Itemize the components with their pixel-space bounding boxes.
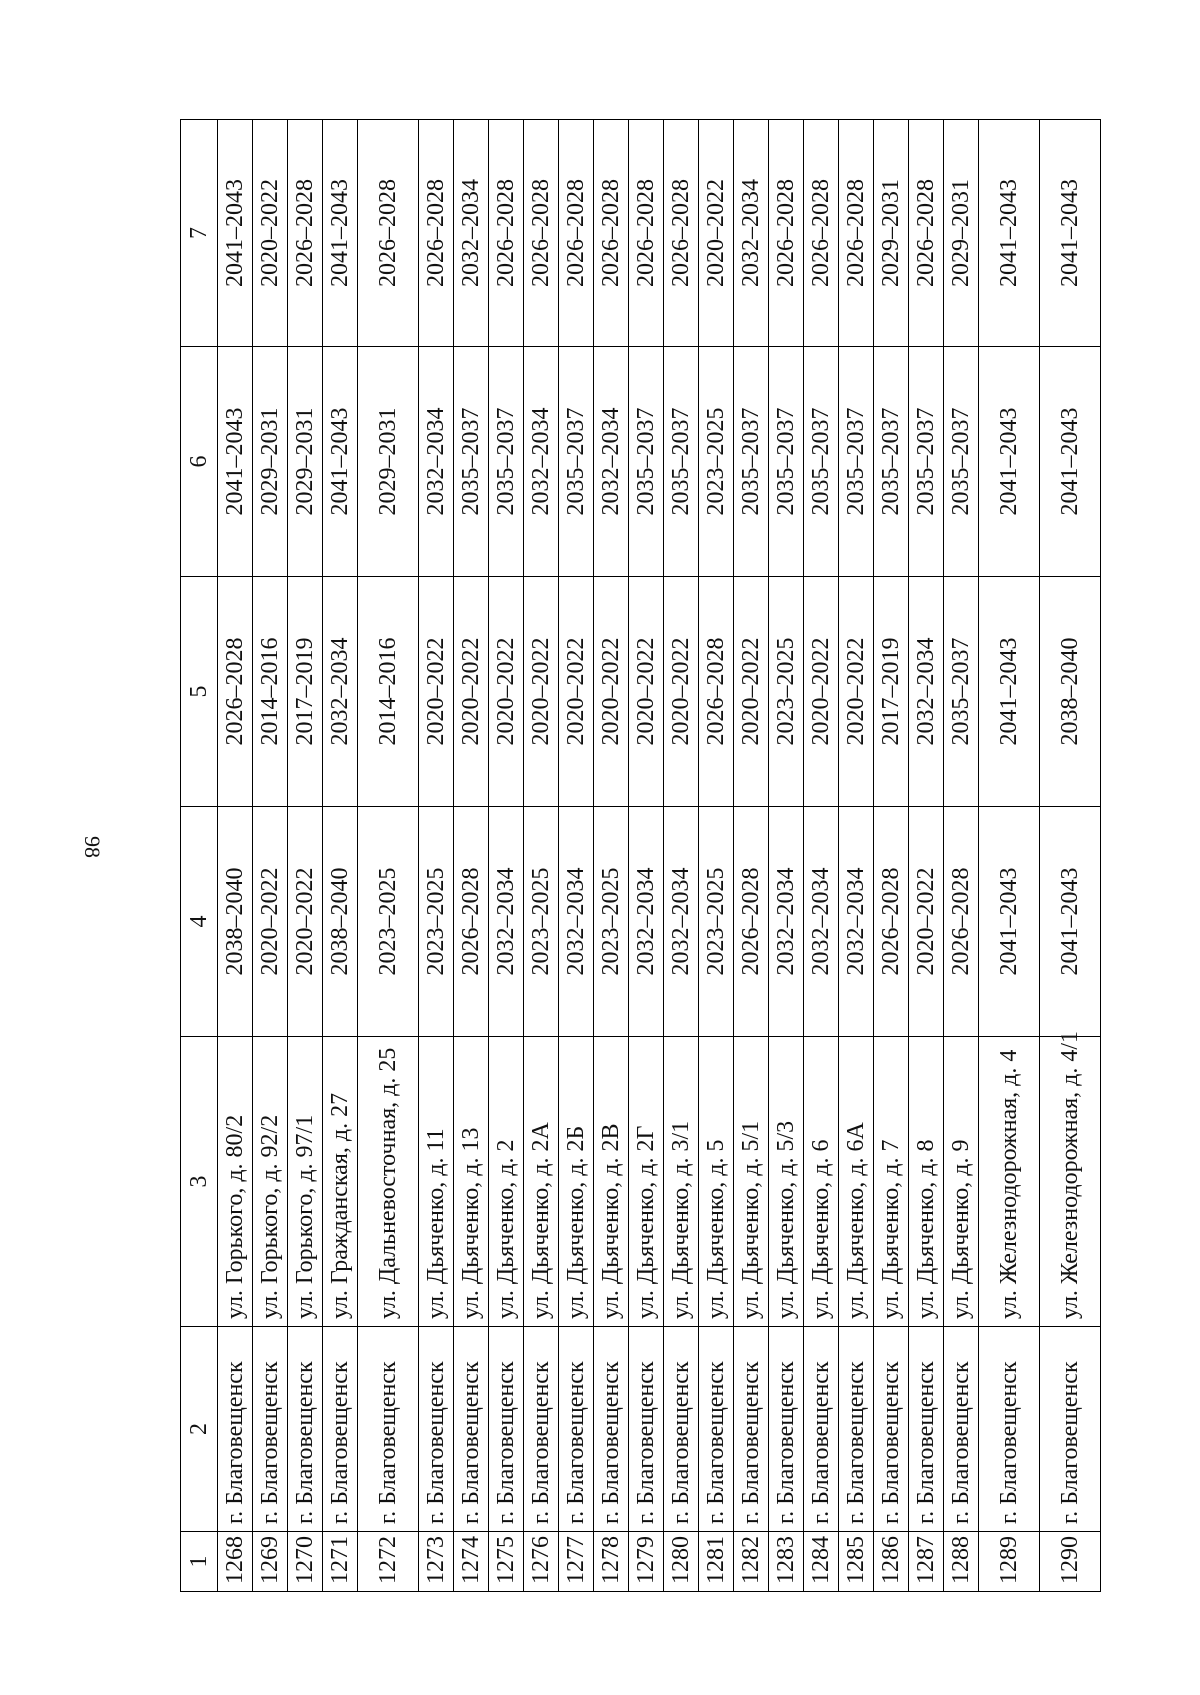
- cell-c5: 2020–2022: [419, 577, 454, 807]
- cell-address: ул. Дьяченко, д. 8: [909, 1037, 944, 1327]
- table-row: [323, 120, 358, 1592]
- cell-address: ул. Дьяченко, д. 3/1: [664, 1037, 699, 1327]
- cell-c4: 2023–2025: [419, 807, 454, 1037]
- cell-c4: 2020–2022: [909, 807, 944, 1037]
- cell-c7: 2041–2043: [218, 120, 253, 347]
- cell-number: 1268: [218, 1532, 253, 1592]
- cell-address: ул. Дьяченко, д. 9: [944, 1037, 979, 1327]
- table-row: [524, 120, 559, 1592]
- cell-number: 1278: [594, 1532, 629, 1592]
- cell-c6: 2032–2034: [419, 347, 454, 577]
- column-header: 2: [181, 1327, 218, 1532]
- cell-c4: 2032–2034: [629, 807, 664, 1037]
- cell-city: г. Благовещенск: [419, 1327, 454, 1532]
- cell-c5: 2020–2022: [524, 577, 559, 807]
- cell-number: 1275: [489, 1532, 524, 1592]
- table-row: [1040, 120, 1101, 1592]
- cell-c6: 2035–2037: [769, 347, 804, 577]
- cell-number: 1279: [629, 1532, 664, 1592]
- cell-c6: 2041–2043: [323, 347, 358, 577]
- cell-c5: 2026–2028: [699, 577, 734, 807]
- cell-c7: 2032–2034: [454, 120, 489, 347]
- cell-number: 1285: [839, 1532, 874, 1592]
- cell-address: ул. Дьяченко, д. 6: [804, 1037, 839, 1327]
- cell-c5: 2020–2022: [664, 577, 699, 807]
- cell-number: 1287: [909, 1532, 944, 1592]
- cell-c6: 2035–2037: [944, 347, 979, 577]
- cell-c7: 2041–2043: [323, 120, 358, 347]
- cell-address: ул. Дьяченко, д. 2: [489, 1037, 524, 1327]
- cell-number: 1277: [559, 1532, 594, 1592]
- cell-c4: 2026–2028: [944, 807, 979, 1037]
- table-area: [180, 120, 1200, 1592]
- cell-c5: 2026–2028: [218, 577, 253, 807]
- cell-c6: 2029–2031: [253, 347, 288, 577]
- cell-number: 1284: [804, 1532, 839, 1592]
- cell-number: 1282: [734, 1532, 769, 1592]
- cell-number: 1283: [769, 1532, 804, 1592]
- cell-c4: 2038–2040: [323, 807, 358, 1037]
- cell-c7: 2029–2031: [874, 120, 909, 347]
- cell-c6: 2035–2037: [909, 347, 944, 577]
- cell-c4: 2026–2028: [874, 807, 909, 1037]
- cell-city: г. Благовещенск: [804, 1327, 839, 1532]
- cell-city: г. Благовещенск: [944, 1327, 979, 1532]
- cell-address: ул. Дьяченко, д. 7: [874, 1037, 909, 1327]
- cell-c4: 2020–2022: [288, 807, 323, 1037]
- cell-c4: 2020–2022: [253, 807, 288, 1037]
- cell-c7: 2026–2028: [358, 120, 419, 347]
- cell-c7: 2020–2022: [699, 120, 734, 347]
- column-header: 4: [181, 807, 218, 1037]
- cell-city: г. Благовещенск: [1040, 1327, 1101, 1532]
- column-header: 1: [181, 1532, 218, 1592]
- cell-number: 1286: [874, 1532, 909, 1592]
- table-row: [629, 120, 664, 1592]
- cell-number: 1270: [288, 1532, 323, 1592]
- cell-c7: 2029–2031: [944, 120, 979, 347]
- cell-address: ул. Дьяченко, д. 2Б: [559, 1037, 594, 1327]
- cell-city: г. Благовещенск: [559, 1327, 594, 1532]
- cell-address: ул. Дьяченко, д. 5/3: [769, 1037, 804, 1327]
- cell-c6: 2035–2037: [804, 347, 839, 577]
- cell-c6: 2035–2037: [664, 347, 699, 577]
- cell-c6: 2032–2034: [594, 347, 629, 577]
- column-header: 3: [181, 1037, 218, 1327]
- table-row: [804, 120, 839, 1592]
- cell-c7: 2026–2028: [594, 120, 629, 347]
- cell-c4: 2026–2028: [734, 807, 769, 1037]
- header-row: [181, 120, 218, 1592]
- column-header: 6: [181, 347, 218, 577]
- table-row: [454, 120, 489, 1592]
- cell-c5: 2017–2019: [874, 577, 909, 807]
- cell-c4: 2032–2034: [804, 807, 839, 1037]
- cell-address: ул. Горького, д. 80/2: [218, 1037, 253, 1327]
- cell-city: г. Благовещенск: [288, 1327, 323, 1532]
- cell-number: 1276: [524, 1532, 559, 1592]
- cell-c6: 2041–2043: [218, 347, 253, 577]
- table-row: [218, 120, 253, 1592]
- cell-c5: 2020–2022: [734, 577, 769, 807]
- cell-address: ул. Железнодорожная, д. 4/1: [1040, 1037, 1101, 1327]
- rotated-table-frame: [180, 120, 1200, 1592]
- cell-city: г. Благовещенск: [253, 1327, 288, 1532]
- cell-address: ул. Железнодорожная, д. 4: [979, 1037, 1040, 1327]
- cell-c5: 2014–2016: [358, 577, 419, 807]
- cell-c7: 2026–2028: [288, 120, 323, 347]
- cell-c4: 2032–2034: [769, 807, 804, 1037]
- cell-city: г. Благовещенск: [699, 1327, 734, 1532]
- cell-c5: 2020–2022: [489, 577, 524, 807]
- cell-c6: 2035–2037: [874, 347, 909, 577]
- cell-c6: 2041–2043: [1040, 347, 1101, 577]
- cell-c5: 2017–2019: [288, 577, 323, 807]
- cell-number: 1273: [419, 1532, 454, 1592]
- cell-c5: 2020–2022: [839, 577, 874, 807]
- cell-c7: 2026–2028: [664, 120, 699, 347]
- cell-city: г. Благовещенск: [218, 1327, 253, 1532]
- cell-c4: 2041–2043: [979, 807, 1040, 1037]
- cell-c6: 2032–2034: [524, 347, 559, 577]
- cell-c5: 2020–2022: [454, 577, 489, 807]
- cell-c7: 2026–2028: [524, 120, 559, 347]
- table-row: [253, 120, 288, 1592]
- cell-c7: 2026–2028: [839, 120, 874, 347]
- cell-c5: 2020–2022: [804, 577, 839, 807]
- cell-number: 1280: [664, 1532, 699, 1592]
- cell-city: г. Благовещенск: [454, 1327, 489, 1532]
- column-header: 5: [181, 577, 218, 807]
- cell-c6: 2035–2037: [839, 347, 874, 577]
- table-row: [358, 120, 419, 1592]
- cell-city: г. Благовещенск: [358, 1327, 419, 1532]
- cell-number: 1288: [944, 1532, 979, 1592]
- cell-address: ул. Дьяченко, д. 2В: [594, 1037, 629, 1327]
- cell-c6: 2035–2037: [629, 347, 664, 577]
- cell-c5: 2032–2034: [909, 577, 944, 807]
- cell-number: 1289: [979, 1532, 1040, 1592]
- cell-c6: 2035–2037: [559, 347, 594, 577]
- cell-c5: 2041–2043: [979, 577, 1040, 807]
- data-table: [180, 119, 1101, 1592]
- cell-address: ул. Дьяченко, д. 2Г: [629, 1037, 664, 1327]
- cell-c5: 2020–2022: [629, 577, 664, 807]
- cell-c5: 2035–2037: [944, 577, 979, 807]
- cell-c7: 2026–2028: [769, 120, 804, 347]
- cell-c4: 2023–2025: [594, 807, 629, 1037]
- cell-number: 1274: [454, 1532, 489, 1592]
- cell-number: 1272: [358, 1532, 419, 1592]
- cell-c7: 2032–2034: [734, 120, 769, 347]
- cell-c5: 2023–2025: [769, 577, 804, 807]
- cell-c6: 2035–2037: [489, 347, 524, 577]
- cell-address: ул. Гражданская, д. 27: [323, 1037, 358, 1327]
- cell-city: г. Благовещенск: [323, 1327, 358, 1532]
- cell-number: 1281: [699, 1532, 734, 1592]
- cell-c4: 2023–2025: [358, 807, 419, 1037]
- cell-c4: 2041–2043: [1040, 807, 1101, 1037]
- cell-number: 1290: [1040, 1532, 1101, 1592]
- table-body: [181, 120, 1101, 1592]
- cell-c6: 2023–2025: [699, 347, 734, 577]
- cell-c7: 2041–2043: [1040, 120, 1101, 347]
- table-row: [979, 120, 1040, 1592]
- table-row: [664, 120, 699, 1592]
- cell-city: г. Благовещенск: [874, 1327, 909, 1532]
- table-row: [419, 120, 454, 1592]
- cell-number: 1271: [323, 1532, 358, 1592]
- table-row: [489, 120, 524, 1592]
- table-row: [734, 120, 769, 1592]
- cell-address: ул. Горького, д. 97/1: [288, 1037, 323, 1327]
- cell-c6: 2029–2031: [358, 347, 419, 577]
- cell-city: г. Благовещенск: [734, 1327, 769, 1532]
- cell-c5: 2020–2022: [559, 577, 594, 807]
- cell-address: ул. Дьяченко, д. 5: [699, 1037, 734, 1327]
- cell-c7: 2026–2028: [804, 120, 839, 347]
- cell-c7: 2026–2028: [629, 120, 664, 347]
- cell-c7: 2020–2022: [253, 120, 288, 347]
- page-number: 98: [80, 836, 105, 858]
- cell-city: г. Благовещенск: [769, 1327, 804, 1532]
- table-row: [909, 120, 944, 1592]
- cell-c6: 2041–2043: [979, 347, 1040, 577]
- cell-c5: 2020–2022: [594, 577, 629, 807]
- cell-c4: 2023–2025: [524, 807, 559, 1037]
- cell-address: ул. Дальневосточная, д. 25: [358, 1037, 419, 1327]
- cell-c7: 2026–2028: [489, 120, 524, 347]
- table-row: [874, 120, 909, 1592]
- cell-address: ул. Дьяченко, д. 11: [419, 1037, 454, 1327]
- cell-city: г. Благовещенск: [839, 1327, 874, 1532]
- cell-c7: 2026–2028: [559, 120, 594, 347]
- cell-c7: 2026–2028: [419, 120, 454, 347]
- cell-c4: 2032–2034: [559, 807, 594, 1037]
- cell-c5: 2032–2034: [323, 577, 358, 807]
- cell-c6: 2029–2031: [288, 347, 323, 577]
- cell-address: ул. Дьяченко, д. 13: [454, 1037, 489, 1327]
- cell-address: ул. Дьяченко, д. 2А: [524, 1037, 559, 1327]
- table-row: [594, 120, 629, 1592]
- table-row: [559, 120, 594, 1592]
- cell-city: г. Благовещенск: [489, 1327, 524, 1532]
- cell-c5: 2038–2040: [1040, 577, 1101, 807]
- table-row: [288, 120, 323, 1592]
- cell-address: ул. Дьяченко, д. 5/1: [734, 1037, 769, 1327]
- table-row: [839, 120, 874, 1592]
- table-row: [769, 120, 804, 1592]
- table-row: [944, 120, 979, 1592]
- cell-c5: 2014–2016: [253, 577, 288, 807]
- cell-city: г. Благовещенск: [909, 1327, 944, 1532]
- cell-c4: 2038–2040: [218, 807, 253, 1037]
- cell-c7: 2026–2028: [909, 120, 944, 347]
- cell-address: ул. Дьяченко, д. 6А: [839, 1037, 874, 1327]
- cell-city: г. Благовещенск: [524, 1327, 559, 1532]
- cell-c6: 2035–2037: [454, 347, 489, 577]
- cell-c4: 2032–2034: [664, 807, 699, 1037]
- cell-city: г. Благовещенск: [979, 1327, 1040, 1532]
- cell-number: 1269: [253, 1532, 288, 1592]
- cell-city: г. Благовещенск: [664, 1327, 699, 1532]
- cell-c7: 2041–2043: [979, 120, 1040, 347]
- cell-c4: 2032–2034: [839, 807, 874, 1037]
- cell-c4: 2032–2034: [489, 807, 524, 1037]
- column-header: 7: [181, 120, 218, 347]
- cell-c4: 2023–2025: [699, 807, 734, 1037]
- cell-c6: 2035–2037: [734, 347, 769, 577]
- table-row: [699, 120, 734, 1592]
- cell-city: г. Благовещенск: [594, 1327, 629, 1532]
- cell-city: г. Благовещенск: [629, 1327, 664, 1532]
- cell-address: ул. Горького, д. 92/2: [253, 1037, 288, 1327]
- cell-c4: 2026–2028: [454, 807, 489, 1037]
